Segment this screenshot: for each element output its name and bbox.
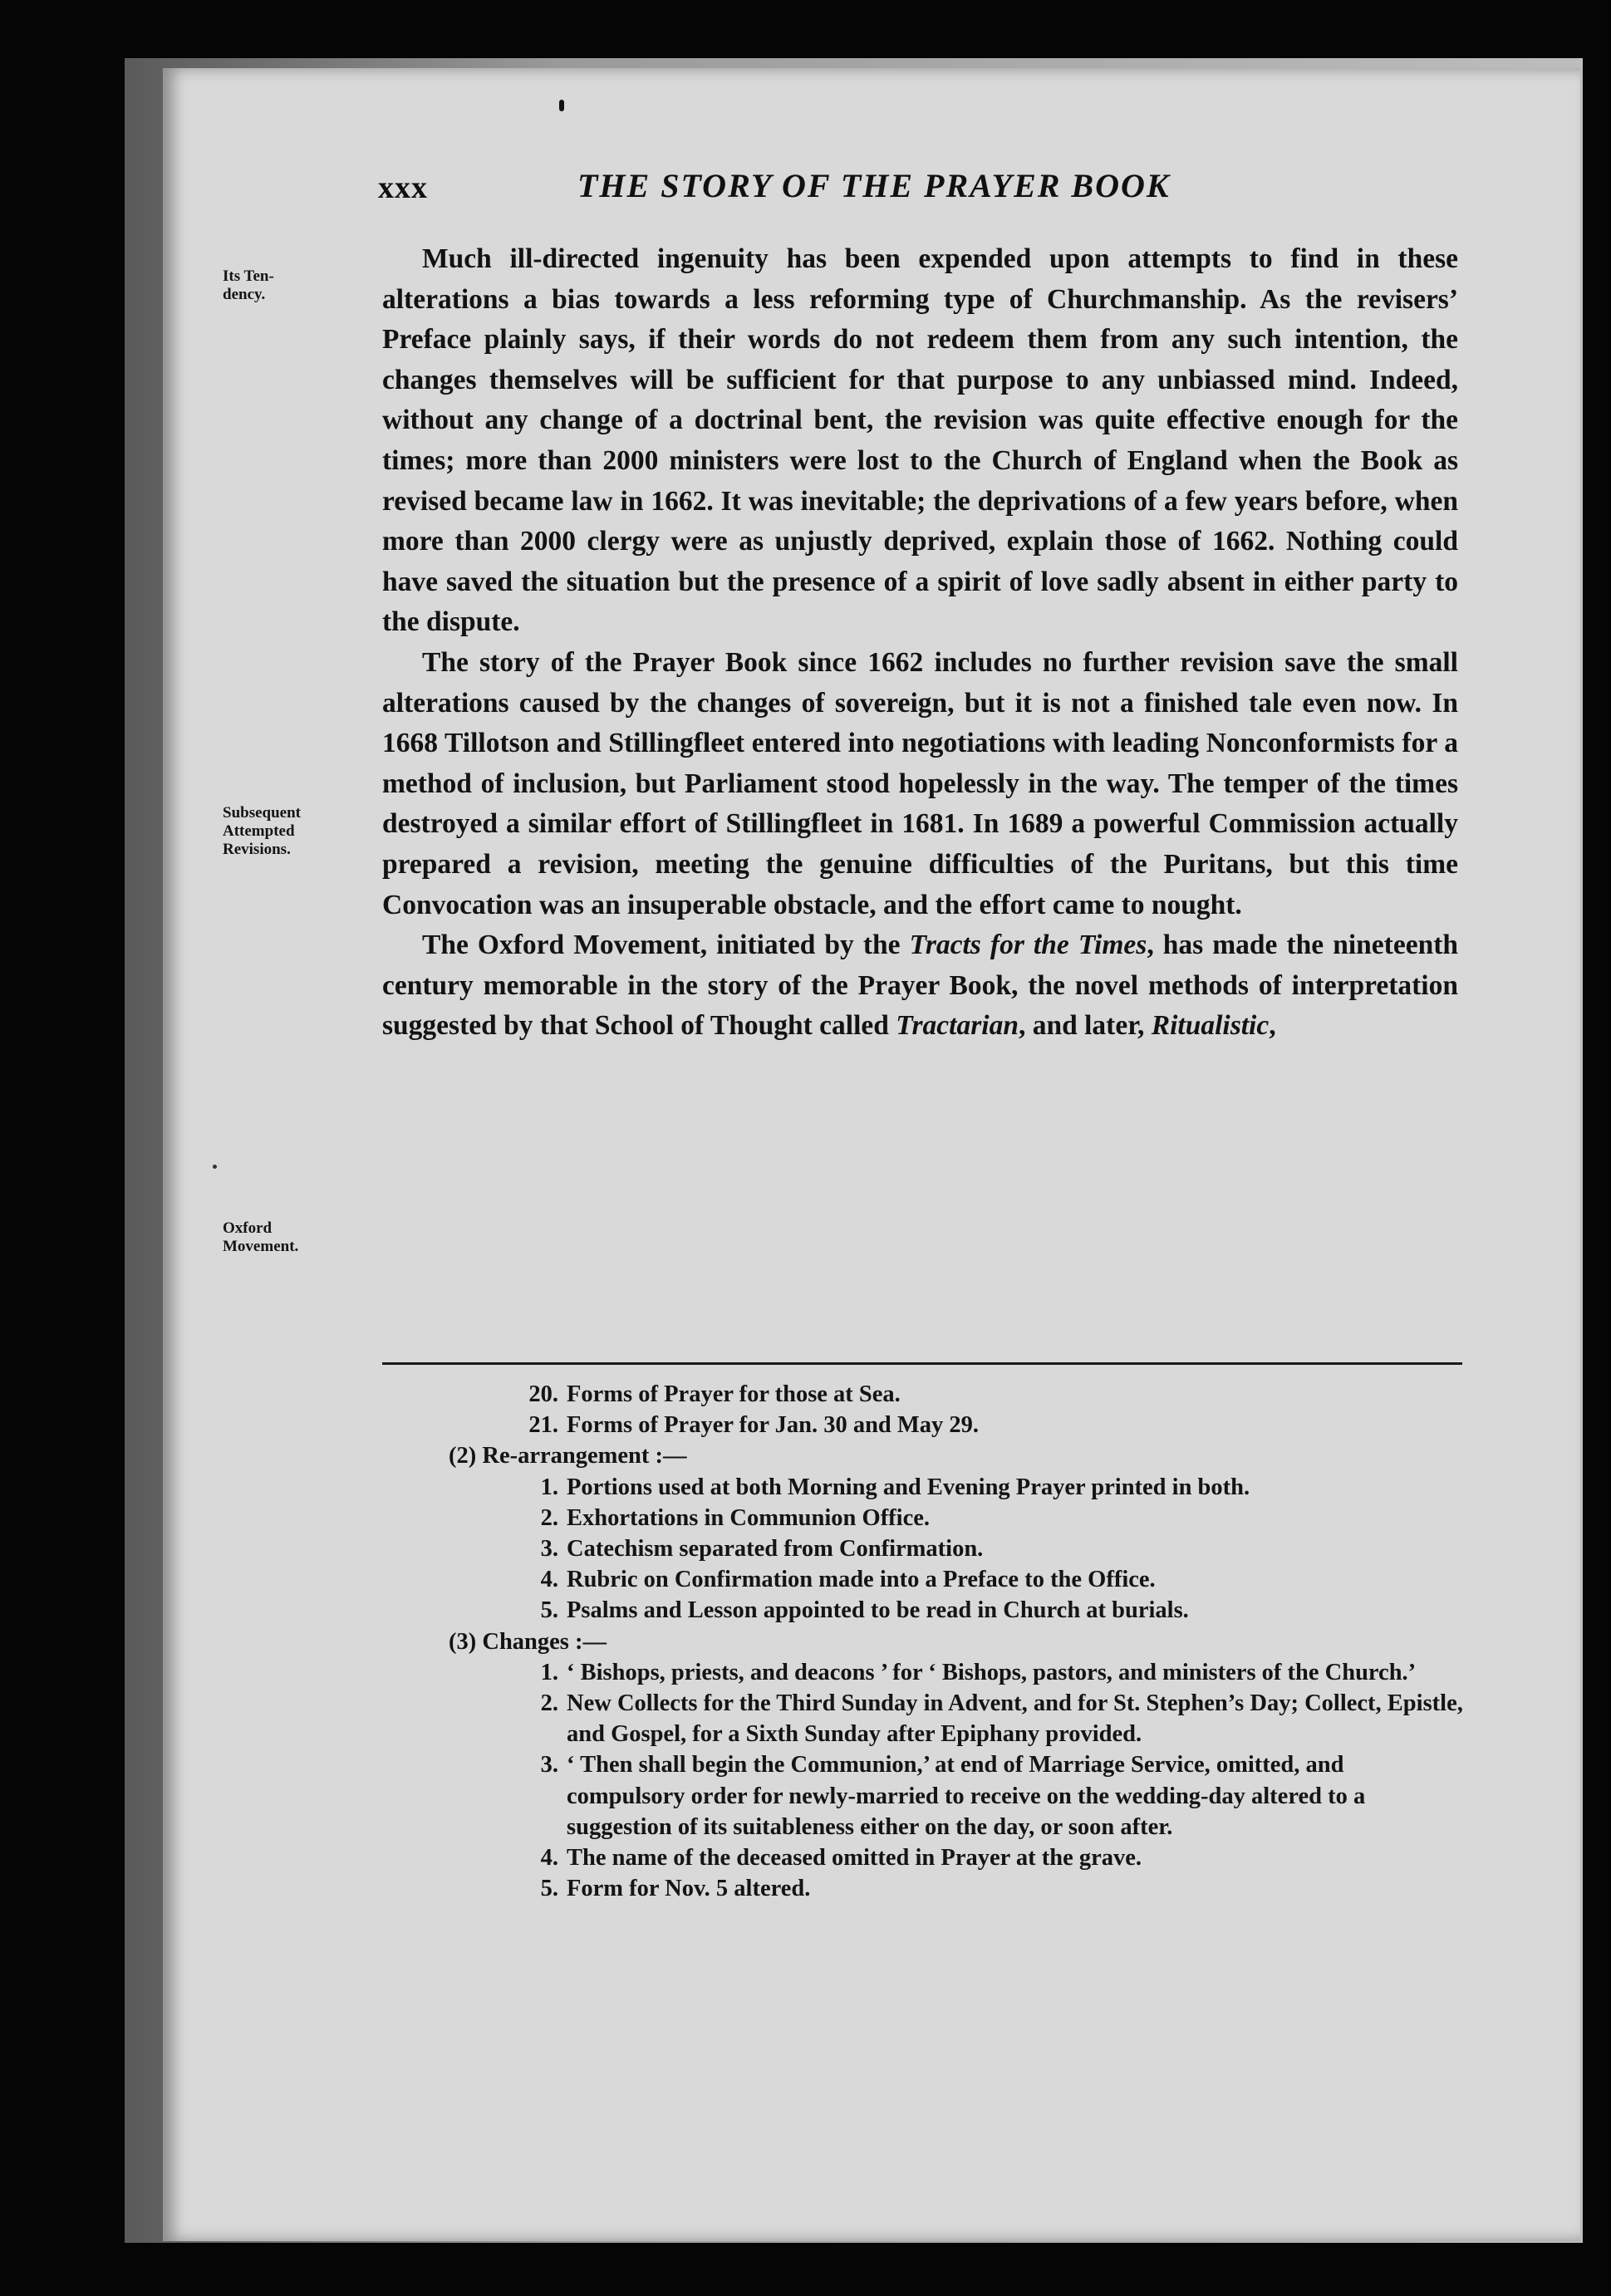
list-item: 20. Forms of Prayer for those at Sea. (528, 1381, 901, 1407)
list-item: 2. New Collects for the Third Sunday in Advent, and for St. Stephen’s Day; Collect, Epistle, and Gospel, for a Sixth Sunday after Epiphany provided. (540, 1690, 1463, 1748)
ink-mark (559, 100, 564, 111)
main-text (382, 239, 1458, 1047)
list-item: 3. ‘ Then shall begin the Communion,’ at end of Marriage Service, omitted, and compulsory order for newly-married to receive on the wedding-day altered to a suggestion of its suitableness either on the day, or soon after. (540, 1752, 1366, 1840)
margin-note-tendency: Its Ten- dency. (223, 267, 274, 303)
footnotes (449, 1379, 1466, 1904)
title-tracts: Tracts for the Times (909, 930, 1147, 961)
paragraph-oxford: The Oxford Movement, initiated by the Tracts for the Times, has made the nineteenth century memorable in the story of the Prayer Book, the novel methods of interpretation suggested by that School of Thought called Tractarian, and later, Ritualistic, (382, 930, 1458, 1042)
list-item: 5. Form for Nov. 5 altered. (540, 1876, 811, 1902)
section-heading: (3) Changes :— (449, 1628, 607, 1655)
list-item: 5. Psalms and Lesson appointed to be read in Church at burials. (540, 1597, 1189, 1624)
page-number: xxx (378, 170, 428, 205)
section-heading: (2) Re-arrangement :— (449, 1443, 687, 1469)
list-item: 3. Catechism separated from Confirmation. (540, 1536, 984, 1563)
footnote-rule (382, 1362, 1462, 1365)
list-item: 4. The name of the deceased omitted in Prayer at the grave. (540, 1845, 1142, 1872)
list-item: 2. Exhortations in Communion Office. (540, 1504, 931, 1531)
term-ritualistic: Ritualistic (1151, 1010, 1270, 1042)
list-item: 1. Portions used at both Morning and Evening Prayer printed in both. (540, 1474, 1250, 1500)
list-item: 1. ‘ Bishops, priests, and deacons ’ for ‘ Bishops, pastors, and ministers of the Church.’ (540, 1659, 1417, 1685)
page-header (378, 164, 1458, 214)
paragraph-revisions: The story of the Prayer Book since 1662 includes no further revision save the small alterations caused by the changes of sovereign, but it is not a finished tale even now. In 1668 Tillotson and Stillingfleet entered into negotiations with leading Nonconformists for a method of inclusion, but Parliament stood hopelessly in the way. The temper of the times destroyed a similar effort of Stillingfleet in 1681. In 1689 a powerful Commission actually prepared a revision, meeting the genuine difficulties of the Puritans, but this time Convocation was an insuperable obstacle, and the effort came to nought. (382, 646, 1458, 920)
margin-note-oxford: Oxford Movement. (223, 1219, 299, 1255)
section-changes (449, 1626, 1466, 1905)
paragraph-tendency: Much ill-directed ingenuity has been expended upon attempts to find in these alterations a bias towards a less reforming type of Churchmanship. As the revisers’ Preface plainly says, if their words do not redeem them from any such intention, the changes themselves will be sufficient for that purpose to any unbiassed mind. Indeed, without any change of a doctrinal bent, the revision was quite effective enough for the times; more than 2000 ministers were lost to the Church of England when the Book as revised became law in 1662. It was inevitable; the deprivations of a few years before, when more than 2000 clergy were as unjustly deprived, explain those of 1662. Nothing could have saved the situation but the presence of a spirit of love sadly absent in either party to the dispute. (382, 243, 1458, 638)
term-tractarian: Tractarian (896, 1010, 1019, 1042)
list-item: 4. Rubric on Confirmation made into a Preface to the Office. (540, 1567, 1156, 1593)
list-item: 21. Forms of Prayer for Jan. 30 and May 29. (528, 1412, 980, 1439)
ink-speck (213, 1165, 217, 1169)
continued-items (515, 1379, 1466, 1440)
running-head: THE STORY OF THE PRAYER BOOK (577, 167, 1171, 204)
section-rearrangement (449, 1440, 1466, 1626)
margin-note-revisions: Subsequent Attempted Revisions. (223, 804, 301, 858)
